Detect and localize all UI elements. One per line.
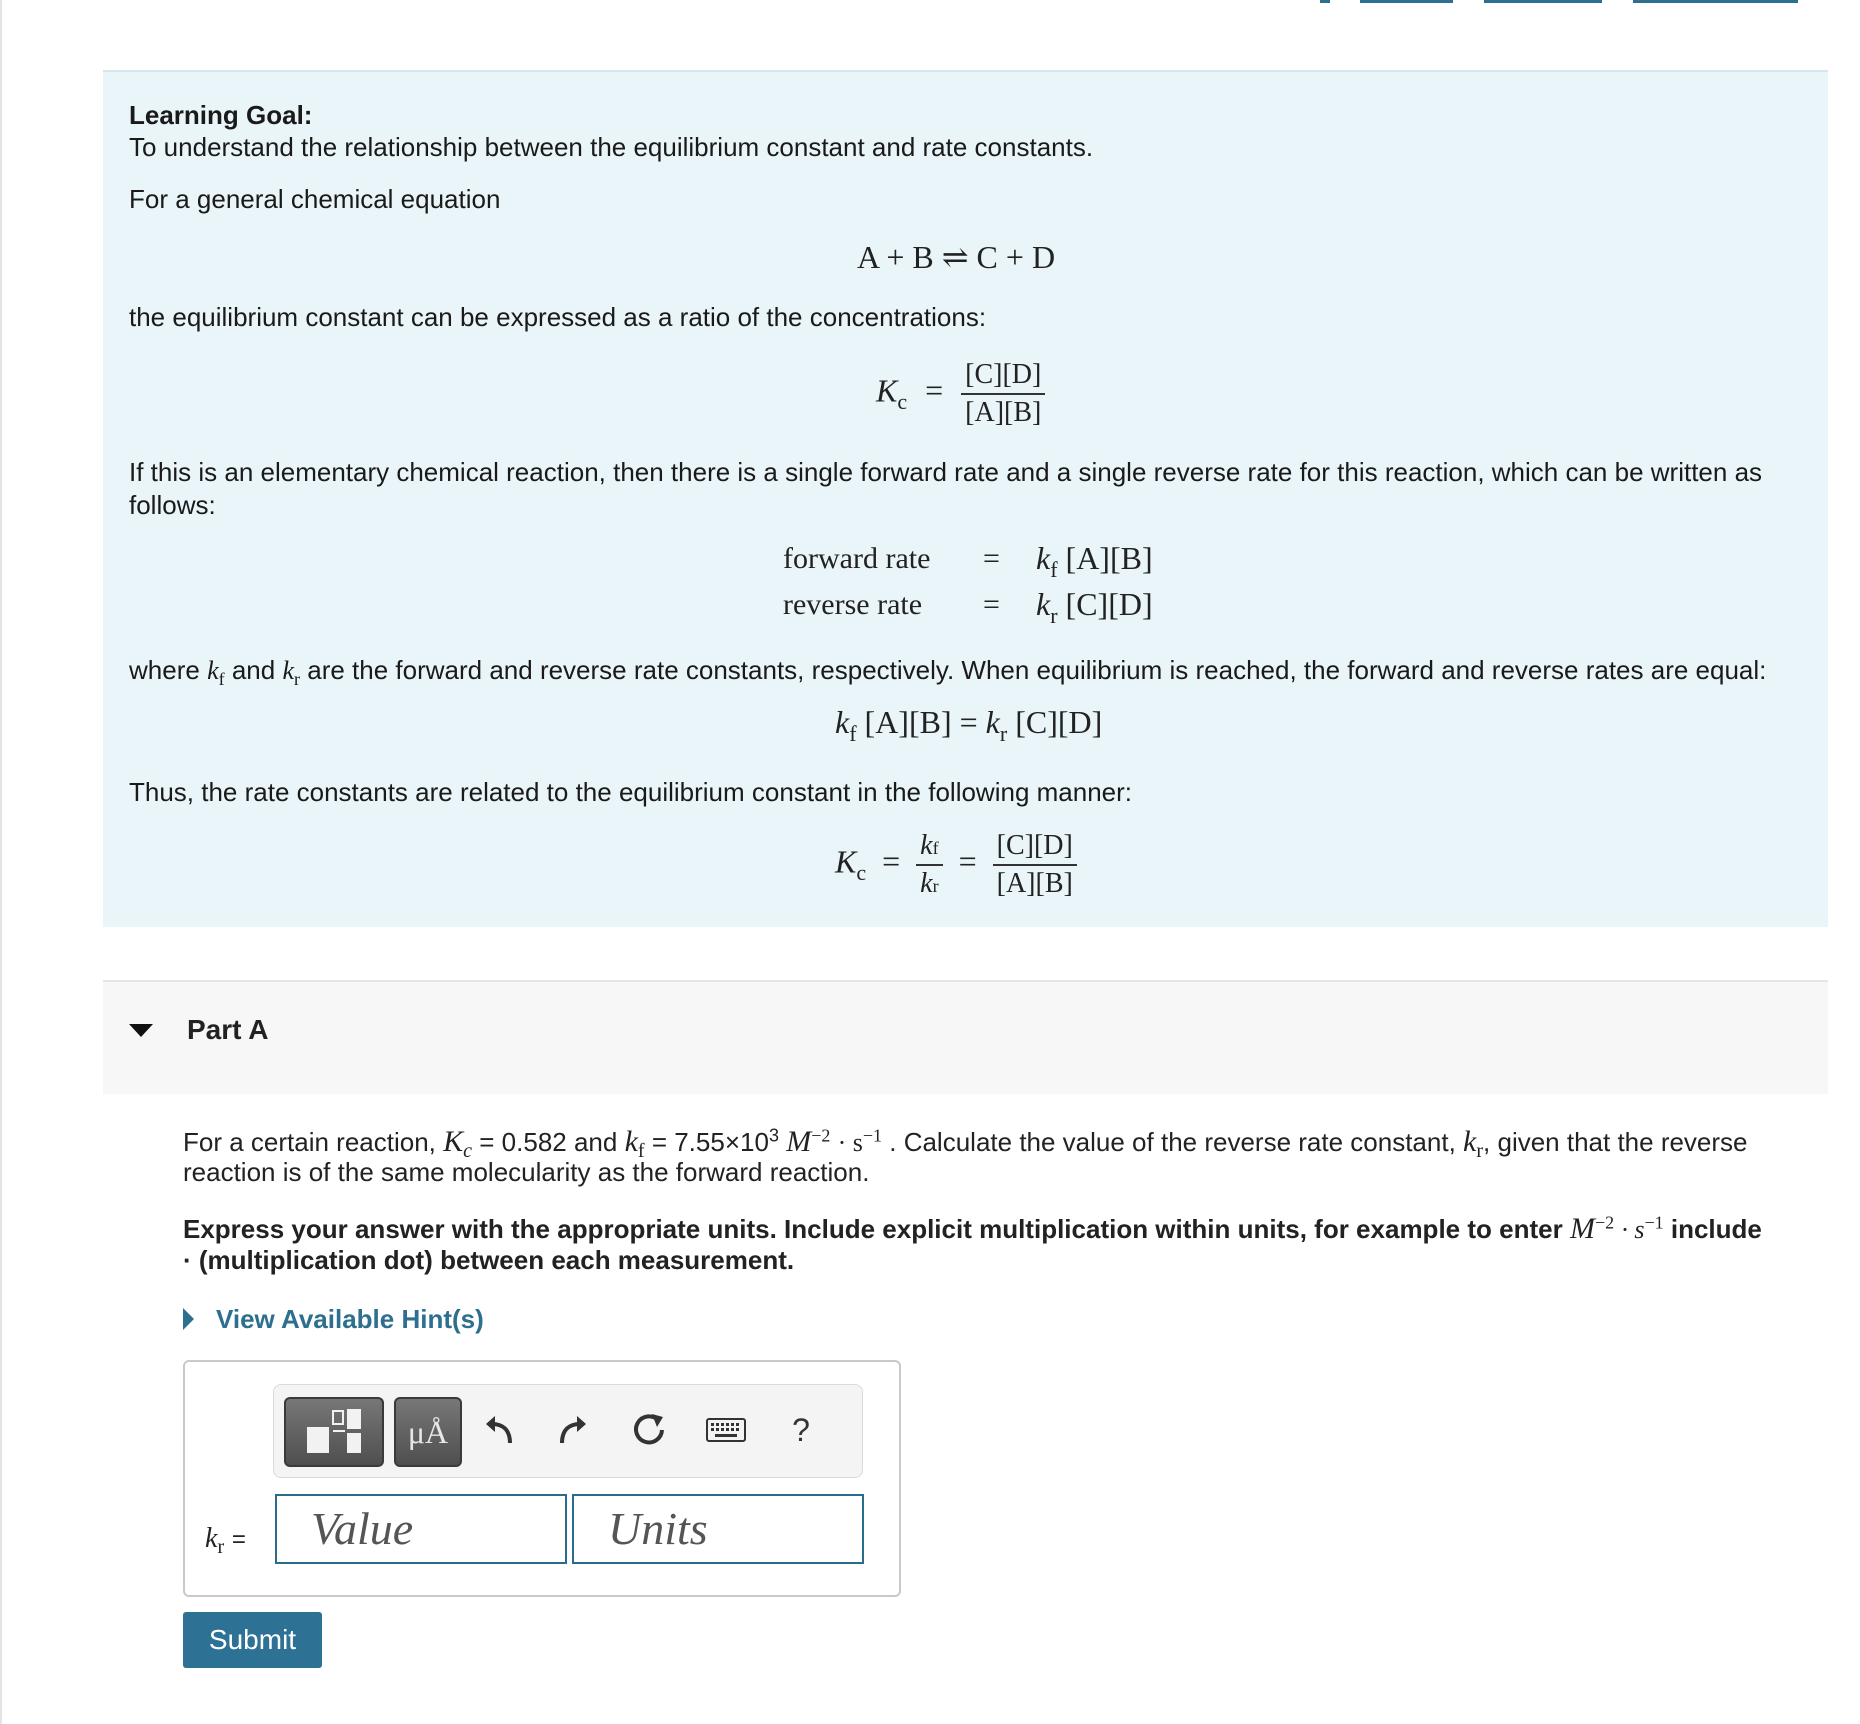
kf-symbol: k bbox=[1036, 540, 1051, 576]
units-input[interactable]: Units bbox=[572, 1494, 864, 1564]
kr-subscript: r bbox=[217, 1536, 225, 1558]
kc-symbol: K bbox=[443, 1125, 464, 1158]
equals-sign: = bbox=[882, 843, 901, 880]
kf-symbol: k bbox=[835, 704, 850, 740]
top-link-underline[interactable] bbox=[1484, 0, 1602, 3]
help-label: ? bbox=[792, 1411, 810, 1448]
kf-symbol: k bbox=[920, 830, 933, 861]
kr-subscript: r bbox=[1050, 603, 1058, 628]
fraction-numerator bbox=[916, 830, 942, 866]
question-text: = 0.582 and bbox=[479, 1127, 618, 1157]
kc-symbol: K bbox=[835, 843, 857, 880]
redo-icon bbox=[556, 1413, 590, 1447]
kr-symbol: k bbox=[985, 704, 1000, 740]
answer-equals: = bbox=[231, 1526, 246, 1553]
units-button-label: μÅ bbox=[407, 1413, 449, 1450]
kc-numerator: [C][D] bbox=[961, 359, 1045, 395]
reset-button[interactable] bbox=[624, 1397, 674, 1463]
equals-sign: = bbox=[958, 843, 977, 880]
concentration-denominator: [A][B] bbox=[996, 868, 1073, 899]
instruction-line-1 bbox=[183, 1212, 1762, 1246]
kf-symbol: k bbox=[624, 1125, 638, 1158]
kf-symbol: k bbox=[207, 656, 219, 685]
help-button[interactable] bbox=[776, 1397, 826, 1463]
unit-m: M bbox=[786, 1125, 812, 1158]
equality-right: [C][D] bbox=[1015, 704, 1103, 740]
page-left-border bbox=[0, 0, 2, 1724]
unit-s: · s bbox=[1621, 1215, 1645, 1244]
keyboard-button[interactable] bbox=[696, 1397, 756, 1463]
kc-subscript: c bbox=[856, 860, 867, 886]
question-line-1 bbox=[183, 1125, 1748, 1162]
rate-equality bbox=[835, 704, 1103, 746]
expand-caret-icon bbox=[183, 1308, 194, 1330]
kr-symbol: k bbox=[205, 1523, 218, 1554]
where-and: and bbox=[231, 655, 276, 685]
kr-subscript: r bbox=[294, 669, 301, 689]
kf-subscript: f bbox=[932, 838, 939, 858]
general-equation: A + B ⇌ C + D bbox=[857, 239, 1056, 275]
kc-symbol: K bbox=[876, 372, 898, 409]
top-link-underline[interactable] bbox=[1360, 0, 1453, 3]
units-button[interactable] bbox=[394, 1397, 462, 1467]
kc-rate-relation bbox=[835, 830, 1077, 900]
redo-button[interactable] bbox=[548, 1397, 598, 1463]
question-text: = 7.55×10 bbox=[651, 1127, 769, 1157]
ratio-text: the equilibrium constant can be expressed as a ratio of the concentrations: bbox=[129, 302, 987, 332]
equality-left: [A][B] = bbox=[864, 704, 978, 740]
undo-icon bbox=[482, 1413, 516, 1447]
kr-subscript: r bbox=[999, 721, 1008, 746]
kf-subscript: f bbox=[1050, 557, 1058, 582]
unit-exponent: −1 bbox=[862, 1125, 883, 1146]
math-toolbar bbox=[273, 1384, 863, 1478]
kr-symbol: k bbox=[282, 656, 295, 685]
kc-fraction bbox=[961, 359, 1045, 429]
kr-subscript: r bbox=[1476, 1140, 1484, 1162]
thus-text: Thus, the rate constants are related to the equilibrium constant in the following manner: bbox=[129, 777, 1133, 807]
instruction-text: include bbox=[1670, 1214, 1762, 1244]
templates-button[interactable] bbox=[284, 1397, 384, 1467]
kf-subscript: f bbox=[218, 669, 225, 689]
instruction-line-2: · (multiplication dot) between each measurement. bbox=[183, 1245, 795, 1275]
kc-subscript: c bbox=[463, 1140, 473, 1162]
equals-sign: = bbox=[983, 588, 1000, 621]
where-suffix: are the forward and reverse rate constants, respectively. When equilibrium is reached, the forward and reverse rates are equal: bbox=[307, 655, 1767, 685]
unit-s: · s bbox=[837, 1128, 863, 1157]
kc-subscript: c bbox=[897, 389, 908, 415]
concentration-fraction bbox=[993, 830, 1077, 900]
question-text: . Calculate the value of the reverse rate constant, bbox=[889, 1127, 1456, 1157]
intro-text: For a general chemical equation bbox=[129, 184, 501, 214]
unit-m: M bbox=[1569, 1212, 1595, 1245]
kr-symbol: k bbox=[920, 868, 933, 899]
kr-symbol: k bbox=[1036, 586, 1051, 622]
kc-denominator: [A][B] bbox=[965, 397, 1042, 428]
part-a-title: Part A bbox=[187, 1014, 269, 1045]
templates-icon bbox=[304, 1407, 364, 1457]
where-text bbox=[129, 655, 1767, 689]
top-link-underline[interactable] bbox=[1320, 0, 1330, 3]
equals-sign: = bbox=[983, 542, 1000, 575]
submit-button[interactable]: Submit bbox=[183, 1612, 322, 1668]
unit-exponent: −2 bbox=[1594, 1212, 1615, 1233]
elementary-text-line2: follows: bbox=[129, 490, 216, 520]
reverse-rate-expression bbox=[1036, 586, 1153, 628]
keyboard-icon bbox=[706, 1418, 746, 1442]
top-link-underline[interactable] bbox=[1633, 0, 1798, 3]
concentration-numerator: [C][D] bbox=[993, 830, 1077, 866]
forward-rate-concentrations: [A][B] bbox=[1065, 540, 1153, 576]
kr-subscript: r bbox=[932, 876, 939, 896]
kc-expression bbox=[876, 359, 1045, 429]
kf-subscript: f bbox=[849, 721, 857, 746]
learning-goal-heading: Learning Goal: bbox=[129, 100, 313, 130]
answer-label bbox=[205, 1522, 246, 1558]
elementary-text-line1: If this is an elementary chemical reaction, then there is a single forward rate and a single reverse rate for this reaction, which can be written as bbox=[129, 457, 1763, 487]
unit-exponent: −1 bbox=[1644, 1212, 1664, 1233]
question-line-2: reaction is of the same molecularity as the forward reaction. bbox=[183, 1157, 870, 1187]
rate-constant-fraction bbox=[916, 830, 942, 900]
reverse-rate-concentrations: [C][D] bbox=[1065, 586, 1153, 622]
value-input[interactable]: Value bbox=[275, 1494, 567, 1564]
reset-icon bbox=[630, 1411, 668, 1449]
collapse-caret-icon[interactable] bbox=[129, 1024, 153, 1037]
learning-goal-text: To understand the relationship between the equilibrium constant and rate constants. bbox=[129, 132, 1094, 162]
question-text: , given that the reverse bbox=[1483, 1127, 1748, 1157]
where-prefix: where bbox=[129, 655, 200, 685]
forward-rate-expression bbox=[1036, 540, 1153, 582]
question-text: For a certain reaction, bbox=[183, 1127, 436, 1157]
kr-symbol: k bbox=[1463, 1125, 1477, 1158]
kf-subscript: f bbox=[637, 1140, 645, 1162]
view-hints-label: View Available Hint(s) bbox=[216, 1303, 484, 1334]
view-hints-toggle[interactable] bbox=[183, 1302, 484, 1336]
instruction-text: Express your answer with the appropriate units. Include explicit multiplication within units, for example to enter bbox=[183, 1214, 1563, 1244]
equals-sign: = bbox=[925, 372, 944, 409]
exponent: 3 bbox=[768, 1125, 779, 1146]
undo-button[interactable] bbox=[474, 1397, 524, 1463]
fraction-denominator bbox=[916, 866, 942, 900]
learning-goal-panel bbox=[103, 70, 1828, 927]
reverse-rate-label: reverse rate bbox=[783, 588, 923, 621]
forward-rate-label: forward rate bbox=[783, 542, 931, 575]
answer-box bbox=[183, 1360, 901, 1597]
part-a-header[interactable] bbox=[103, 980, 1828, 1094]
unit-exponent: −2 bbox=[811, 1125, 831, 1146]
